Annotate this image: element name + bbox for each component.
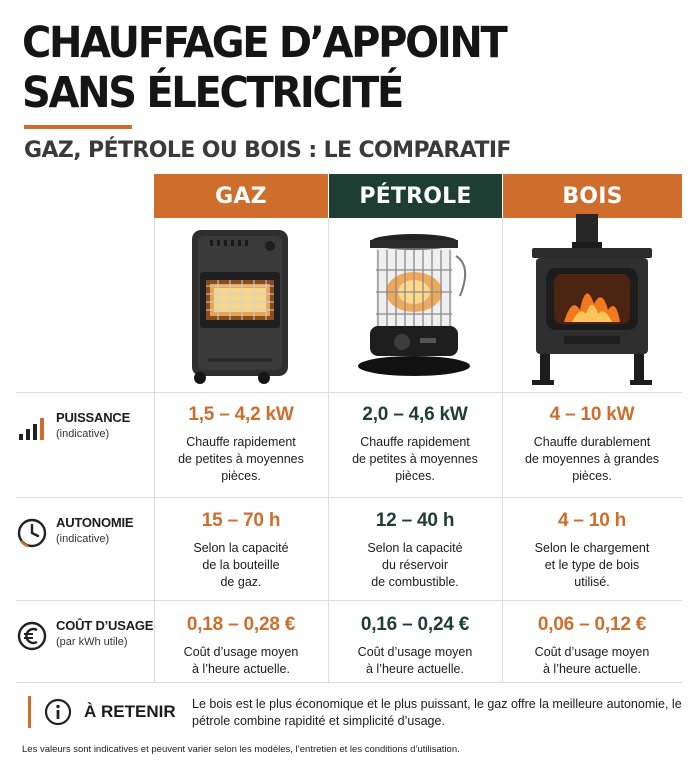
- cell-cout-bois: [505, 614, 679, 678]
- clock-icon: [16, 517, 48, 549]
- row-label-puissance: [16, 410, 154, 450]
- row-label-cout: [16, 618, 154, 658]
- cell-description: Coût d’usage moyen à l’heure actuelle.: [534, 645, 650, 676]
- gas-heater-image: [184, 226, 296, 388]
- cell-value: 0,06 – 0,12 €: [537, 614, 647, 635]
- title-line-2: SANS ÉLECTRICITÉ: [22, 68, 402, 118]
- title-underline: [24, 125, 132, 129]
- title-line-1: CHAUFFAGE D’APPOINT: [22, 18, 506, 68]
- row-title: AUTONOMIE: [56, 515, 134, 530]
- row-divider: [16, 497, 682, 498]
- column-header-bois: BOIS: [503, 174, 682, 218]
- note-text: Le bois est le plus économique et le plus puissant, le gaz offre la meilleure autonomie, le pétrole combine rapidité et simplicité d’usage.: [192, 697, 682, 728]
- cell-value: 12 – 40 h: [375, 510, 455, 531]
- cell-description: Chauffe durablement de moyennes à grandes pièces.: [524, 435, 660, 483]
- row-divider: [16, 682, 682, 683]
- page-subtitle: GAZ, PÉTROLE OU BOIS : LE COMPARATIF: [24, 138, 511, 163]
- cell-value: 0,18 – 0,28 €: [186, 614, 296, 635]
- cell-cout-gaz: [154, 614, 328, 678]
- cell-value: 0,16 – 0,24 €: [360, 614, 470, 635]
- cell-autonomie-gaz: [154, 510, 328, 591]
- cell-description: Selon la capacité de la bouteille de gaz.: [193, 541, 289, 589]
- row-subtitle: (par kWh utile): [56, 636, 128, 648]
- row-subtitle: (indicative): [56, 533, 110, 545]
- column-header-gaz: GAZ: [154, 174, 328, 218]
- euro-icon: [16, 620, 48, 652]
- cell-description: Selon la capacité du réservoir de combustible.: [367, 541, 463, 589]
- cell-description: Chauffe rapidement de petites à moyennes pièces.: [178, 435, 304, 483]
- cell-puissance-bois: [505, 404, 679, 485]
- row-divider: [16, 600, 682, 601]
- note-accent-bar: [28, 696, 31, 728]
- cell-value: 4 – 10 h: [557, 510, 627, 531]
- cell-autonomie-petrole: [328, 510, 502, 591]
- signal-bars-icon: [16, 412, 48, 444]
- cell-puissance-petrole: [328, 404, 502, 485]
- cell-value: 1,5 – 4,2 kW: [188, 404, 294, 425]
- row-divider: [16, 392, 682, 393]
- page-title: [22, 18, 636, 118]
- cell-description: Selon le chargement et le type de bois utilisé.: [534, 541, 650, 589]
- cell-description: Chauffe rapidement de petites à moyennes pièces.: [352, 435, 478, 483]
- note-title: À RETENIR: [84, 702, 176, 721]
- row-title: COÛT D’USAGE: [56, 618, 154, 633]
- wood-stove-image: [524, 214, 660, 390]
- cell-description: Coût d’usage moyen à l’heure actuelle.: [357, 645, 473, 676]
- cell-autonomie-bois: [505, 510, 679, 591]
- column-header-petrole: PÉTROLE: [329, 174, 502, 218]
- cell-value: 15 – 70 h: [201, 510, 281, 531]
- cell-description: Coût d’usage moyen à l’heure actuelle.: [183, 645, 299, 676]
- footnote: Les valeurs sont indicatives et peuvent varier selon les modèles, l’entretien et les conditions d’utilisation.: [22, 744, 460, 755]
- cell-puissance-gaz: [154, 404, 328, 485]
- kerosene-heater-image: [356, 226, 476, 386]
- grid-divider: [502, 218, 503, 682]
- row-title: PUISSANCE: [56, 410, 131, 425]
- cell-value: 2,0 – 4,6 kW: [362, 404, 468, 425]
- row-subtitle: (indicative): [56, 428, 110, 440]
- info-icon: [44, 698, 72, 726]
- cell-value: 4 – 10 kW: [549, 404, 635, 425]
- cell-cout-petrole: [328, 614, 502, 678]
- row-label-autonomie: [16, 515, 154, 555]
